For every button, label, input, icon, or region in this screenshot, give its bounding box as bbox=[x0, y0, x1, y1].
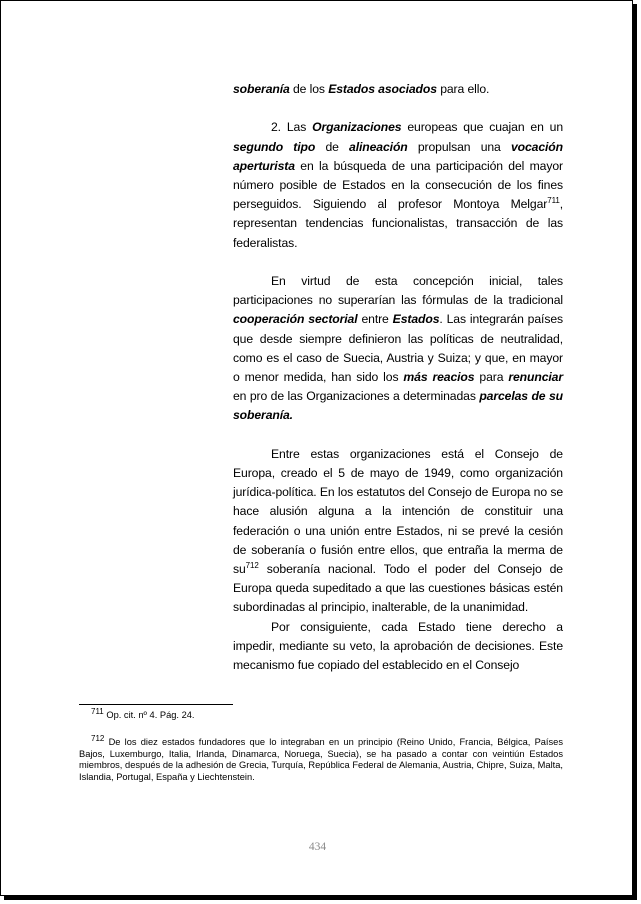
text-run: entre bbox=[357, 312, 393, 327]
text-run: de bbox=[315, 139, 350, 154]
paragraph-concepcion bbox=[233, 272, 563, 426]
footnote-reference[interactable]: 711 bbox=[547, 196, 560, 206]
paragraph-consejo-europa bbox=[233, 445, 563, 618]
text-run: 2. Las bbox=[271, 120, 313, 135]
text-run: propulsan una bbox=[407, 139, 511, 154]
footnote bbox=[79, 734, 563, 783]
footnote-text: De los diez estados fundadores que lo integraban en un principio (Reino Unido, Francia, Bélgica, Países Bajos, Luxemburgo, Italia, Irlanda, Dinamarca, Noruega, Suecia), se ha pasado a contar con veintiún Estados miembros, después de la adhesión de Grecia, Turquía, República Federal de Alemania, Austria, Chipre, Suiza, Malta, Islandia, Portugal, España y Liechtenstein. bbox=[79, 737, 563, 782]
paragraph-organizaciones bbox=[233, 118, 563, 252]
body-text bbox=[233, 80, 563, 675]
bold-italic-text: vocación aperturista bbox=[233, 139, 563, 173]
footnote-text: Op. cit. nº 4. Pág. 24. bbox=[103, 710, 195, 720]
footnotes bbox=[79, 706, 563, 783]
text-run: en pro de las Organizaciones a determinadas bbox=[233, 389, 480, 404]
paragraph-continuation bbox=[233, 80, 563, 99]
text-run: de los bbox=[289, 82, 329, 96]
footnote-reference[interactable]: 712 bbox=[245, 560, 259, 570]
text-run: En virtud de esta concepción inicial, tales participaciones no superarían las fórmulas de la tradicional bbox=[233, 274, 563, 308]
page-number: 434 bbox=[308, 841, 327, 853]
text-run: , representan tendencias funcionalistas, transacción de las federalistas. bbox=[233, 197, 563, 250]
footnote-number: 712 bbox=[91, 734, 105, 744]
bold-italic-text: alineación bbox=[349, 139, 408, 154]
paragraph-veto bbox=[233, 618, 563, 676]
text-run: Entre estas organizaciones está el Consejo de Europa, creado el 5 de mayo de 1949, como organización jurídica-política. En los estatutos del Consejo de Europa no se hace alusión alguna a la intención de constituir una federación o una unión entre Estados, ni se prevé la cesión de soberanía o fusión entre ellos, que entraña la merma de su bbox=[233, 446, 563, 577]
footnote bbox=[79, 706, 563, 721]
text-run: para ello. bbox=[436, 82, 490, 96]
bold-italic-text: soberanía bbox=[233, 82, 290, 96]
footnote-number: 711 bbox=[91, 706, 104, 716]
bold-italic-text: Estados bbox=[392, 312, 440, 327]
text-run: para bbox=[474, 370, 509, 385]
text-run: en la búsqueda de una participación del mayor número posible de Estados en la consecución de los fines perseguidos. Siguiendo al profesor Montoya Melgar bbox=[233, 158, 563, 212]
bold-italic-text: cooperación sectorial bbox=[233, 312, 358, 327]
bold-italic-text: renunciar bbox=[508, 370, 563, 385]
text-run: Por consiguiente, cada Estado tiene derecho a impedir, mediante su veto, la aprobación de decisiones. Este mecanismo fue copiado del establecido en el Consejo bbox=[233, 619, 563, 673]
bold-italic-text: parcelas de su soberanía. bbox=[233, 389, 563, 423]
bold-italic-text: Organizaciones bbox=[312, 120, 402, 135]
text-run: europeas que cuajan en un bbox=[401, 120, 564, 135]
bold-italic-text: más reacios bbox=[403, 370, 475, 385]
footnote-separator bbox=[79, 704, 233, 705]
bold-italic-text: Estados asociados bbox=[328, 82, 437, 96]
text-run: . Las integrarán países que desde siempre definieron las políticas de neutralidad, como es el caso de Suecia, Austria y Suiza; y que, en mayor o menor medida, han sido los bbox=[233, 312, 563, 385]
bold-italic-text: segundo tipo bbox=[233, 139, 316, 154]
text-run: soberanía nacional. Todo el poder del Consejo de Europa queda supeditado a que las cuestiones básicas estén subordinadas al principio, inalterable, de la unanimidad. bbox=[233, 562, 563, 615]
